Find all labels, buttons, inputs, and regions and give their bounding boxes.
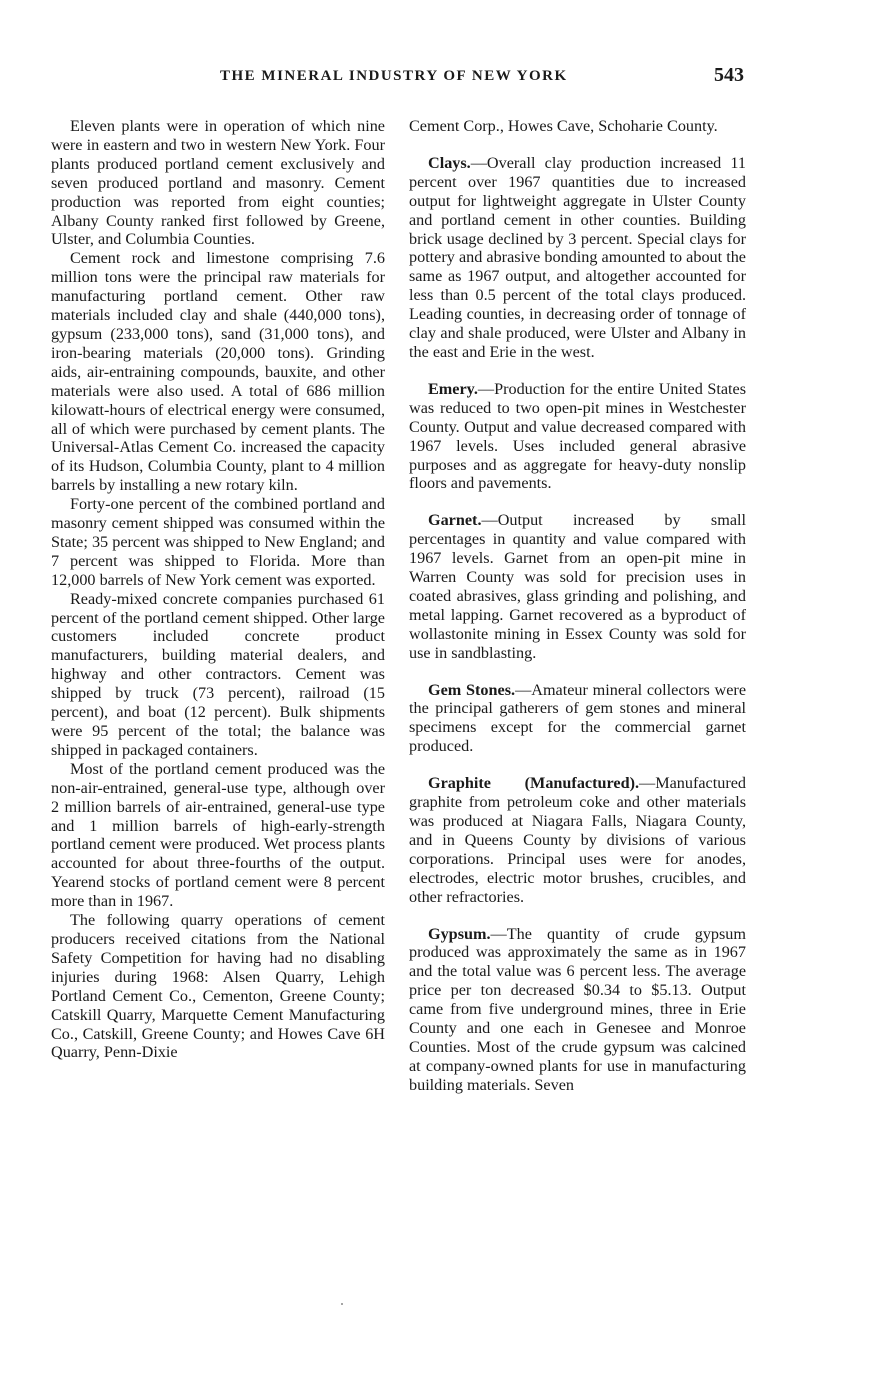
page-number: 543	[714, 64, 744, 86]
section-text: —Production for the entire United States was reduced to two open-pit mines in Westchester County. Output and value decreased compared with 1967 levels. Uses included general abrasive purposes and as aggregate for heavy-duty nonslip floors and pavements.	[409, 379, 746, 493]
section-graphite	[409, 774, 746, 906]
paragraph: Eleven plants were in operation of which nine were in eastern and two in western New York. Four plants produced portland cement exclusively and seven produced portland and masonry. Cement production was reported from eight counties; Albany County ranked first followed by Greene, Ulster, and Columbia Counties.	[51, 117, 385, 249]
section-text: —Manufactured graphite from petroleum coke and other materials was produced at Niagara Falls, Niagara County, and in Queens County by divisions of various corporations. Principal uses were for anodes, electrodes, electric motor brushes, crucibles, and other refractories.	[409, 774, 746, 906]
section-heading: Gypsum.	[428, 924, 491, 943]
section-heading: Garnet.	[428, 511, 482, 530]
paragraph: Cement rock and limestone comprising 7.6 million tons were the principal raw materials for manufacturing portland cement. Other raw materials included clay and shale (440,000 tons), gypsum (233,000 tons), sand (31,000 tons), and iron-bearing materials (20,000 tons). Grinding aids, air-entraining compounds, bauxite, and other materials were also used. A total of 686 million kilowatt-hours of electrical energy were consumed, all of which were purchased by cement plants. The Universal-Atlas Cement Co. increased the capacity of its Hudson, Columbia County, plant to 4 million barrels by installing a new rotary kiln.	[51, 249, 385, 495]
section-text: —Overall clay production increased 11 percent over 1967 quantities due to increased output for lightweight aggregate in Ulster County and portland cement in other counties. Building brick usage declined by 3 percent. Special clays for pottery and abrasive bonding amounted to about the same as 1967 output, and altogether accounted for less than 0.5 percent of the total clays produced. Leading counties, in decreasing order of tonnage of clay and shale produced, were Ulster and Albany in the east and Erie in the west.	[409, 153, 746, 361]
section-heading: Clays.	[428, 153, 471, 172]
section-text: —Amateur mineral collectors were the principal gatherers of gem stones and mineral specimens except for the commercial garnet produced.	[409, 680, 747, 756]
section-heading: Gem Stones.	[428, 680, 516, 699]
continued-paragraph: Cement Corp., Howes Cave, Schoharie County.	[409, 117, 718, 135]
scan-speck	[341, 1303, 343, 1305]
section-text: —The quantity of crude gypsum produced was approximately the same as in 1967 and the total value was 6 percent less. The average price per ton decreased $0.34 to $5.13. Output came from five underground mines, three in Erie County and one each in Genesee and Monroe Counties. Most of the crude gypsum was calcined at company-owned plants for use in manufacturing building materials. Seven	[409, 924, 746, 1094]
section-text: —Output increased by small percentages in quantity and value compared with 1967 levels. Garnet from an open-pit mine in Warren County was sold for precision uses in coated abrasives, glass grinding and polishing, and metal lapping. Garnet recovered as a byproduct of wollastonite mining in Essex County was sold for use in sandblasting.	[409, 511, 746, 662]
paragraph: Ready-mixed concrete companies purchased 61 percent of the portland cement shipped. Other large customers included concrete product manufacturers, building material dealers, and highway and other contractors. Cement was shipped by truck (73 percent), railroad (15 percent), and boat (12 percent). Bulk shipments were 95 percent of the total; the balance was shipped in packaged containers.	[51, 589, 385, 759]
section-heading: Graphite (Manufactured).	[428, 774, 640, 793]
paragraph: Forty-one percent of the combined portland and masonry cement shipped was consumed within the State; 35 percent was shipped to New England; and 7 percent was shipped to Florida. More than 12,000 barrels of New York cement was exported.	[51, 495, 385, 589]
page-header	[0, 64, 885, 94]
left-column	[51, 117, 385, 1062]
section-emery	[409, 380, 746, 493]
paragraph: The following quarry operations of cement producers received citations from the National Safety Competition for having had no disabling injuries during 1968: Alsen Quarry, Lehigh Portland Cement Co., Cementon, Greene County; Catskill Quarry, Marquette Cement Manufacturing Co., Catskill, Greene County; and Howes Cave 6H Quarry, Penn-Dixie	[51, 911, 385, 1062]
paragraph: Most of the portland cement produced was the non-air-entrained, general-use type, although over 2 million barrels of air-entrained, general-use type and 1 million barrels of high-early-strength portland cement were produced. Wet process plants accounted for about three-fourths of the output. Yearend stocks of portland cement were 8 percent more than in 1967.	[51, 759, 385, 911]
section-garnet	[409, 511, 746, 662]
right-column	[409, 117, 746, 1113]
running-head: THE MINERAL INDUSTRY OF NEW YORK	[220, 68, 568, 84]
section-gem-stones	[409, 681, 746, 757]
section-gypsum	[409, 925, 746, 1095]
section-clays	[409, 154, 746, 362]
section-heading: Emery.	[428, 379, 478, 398]
